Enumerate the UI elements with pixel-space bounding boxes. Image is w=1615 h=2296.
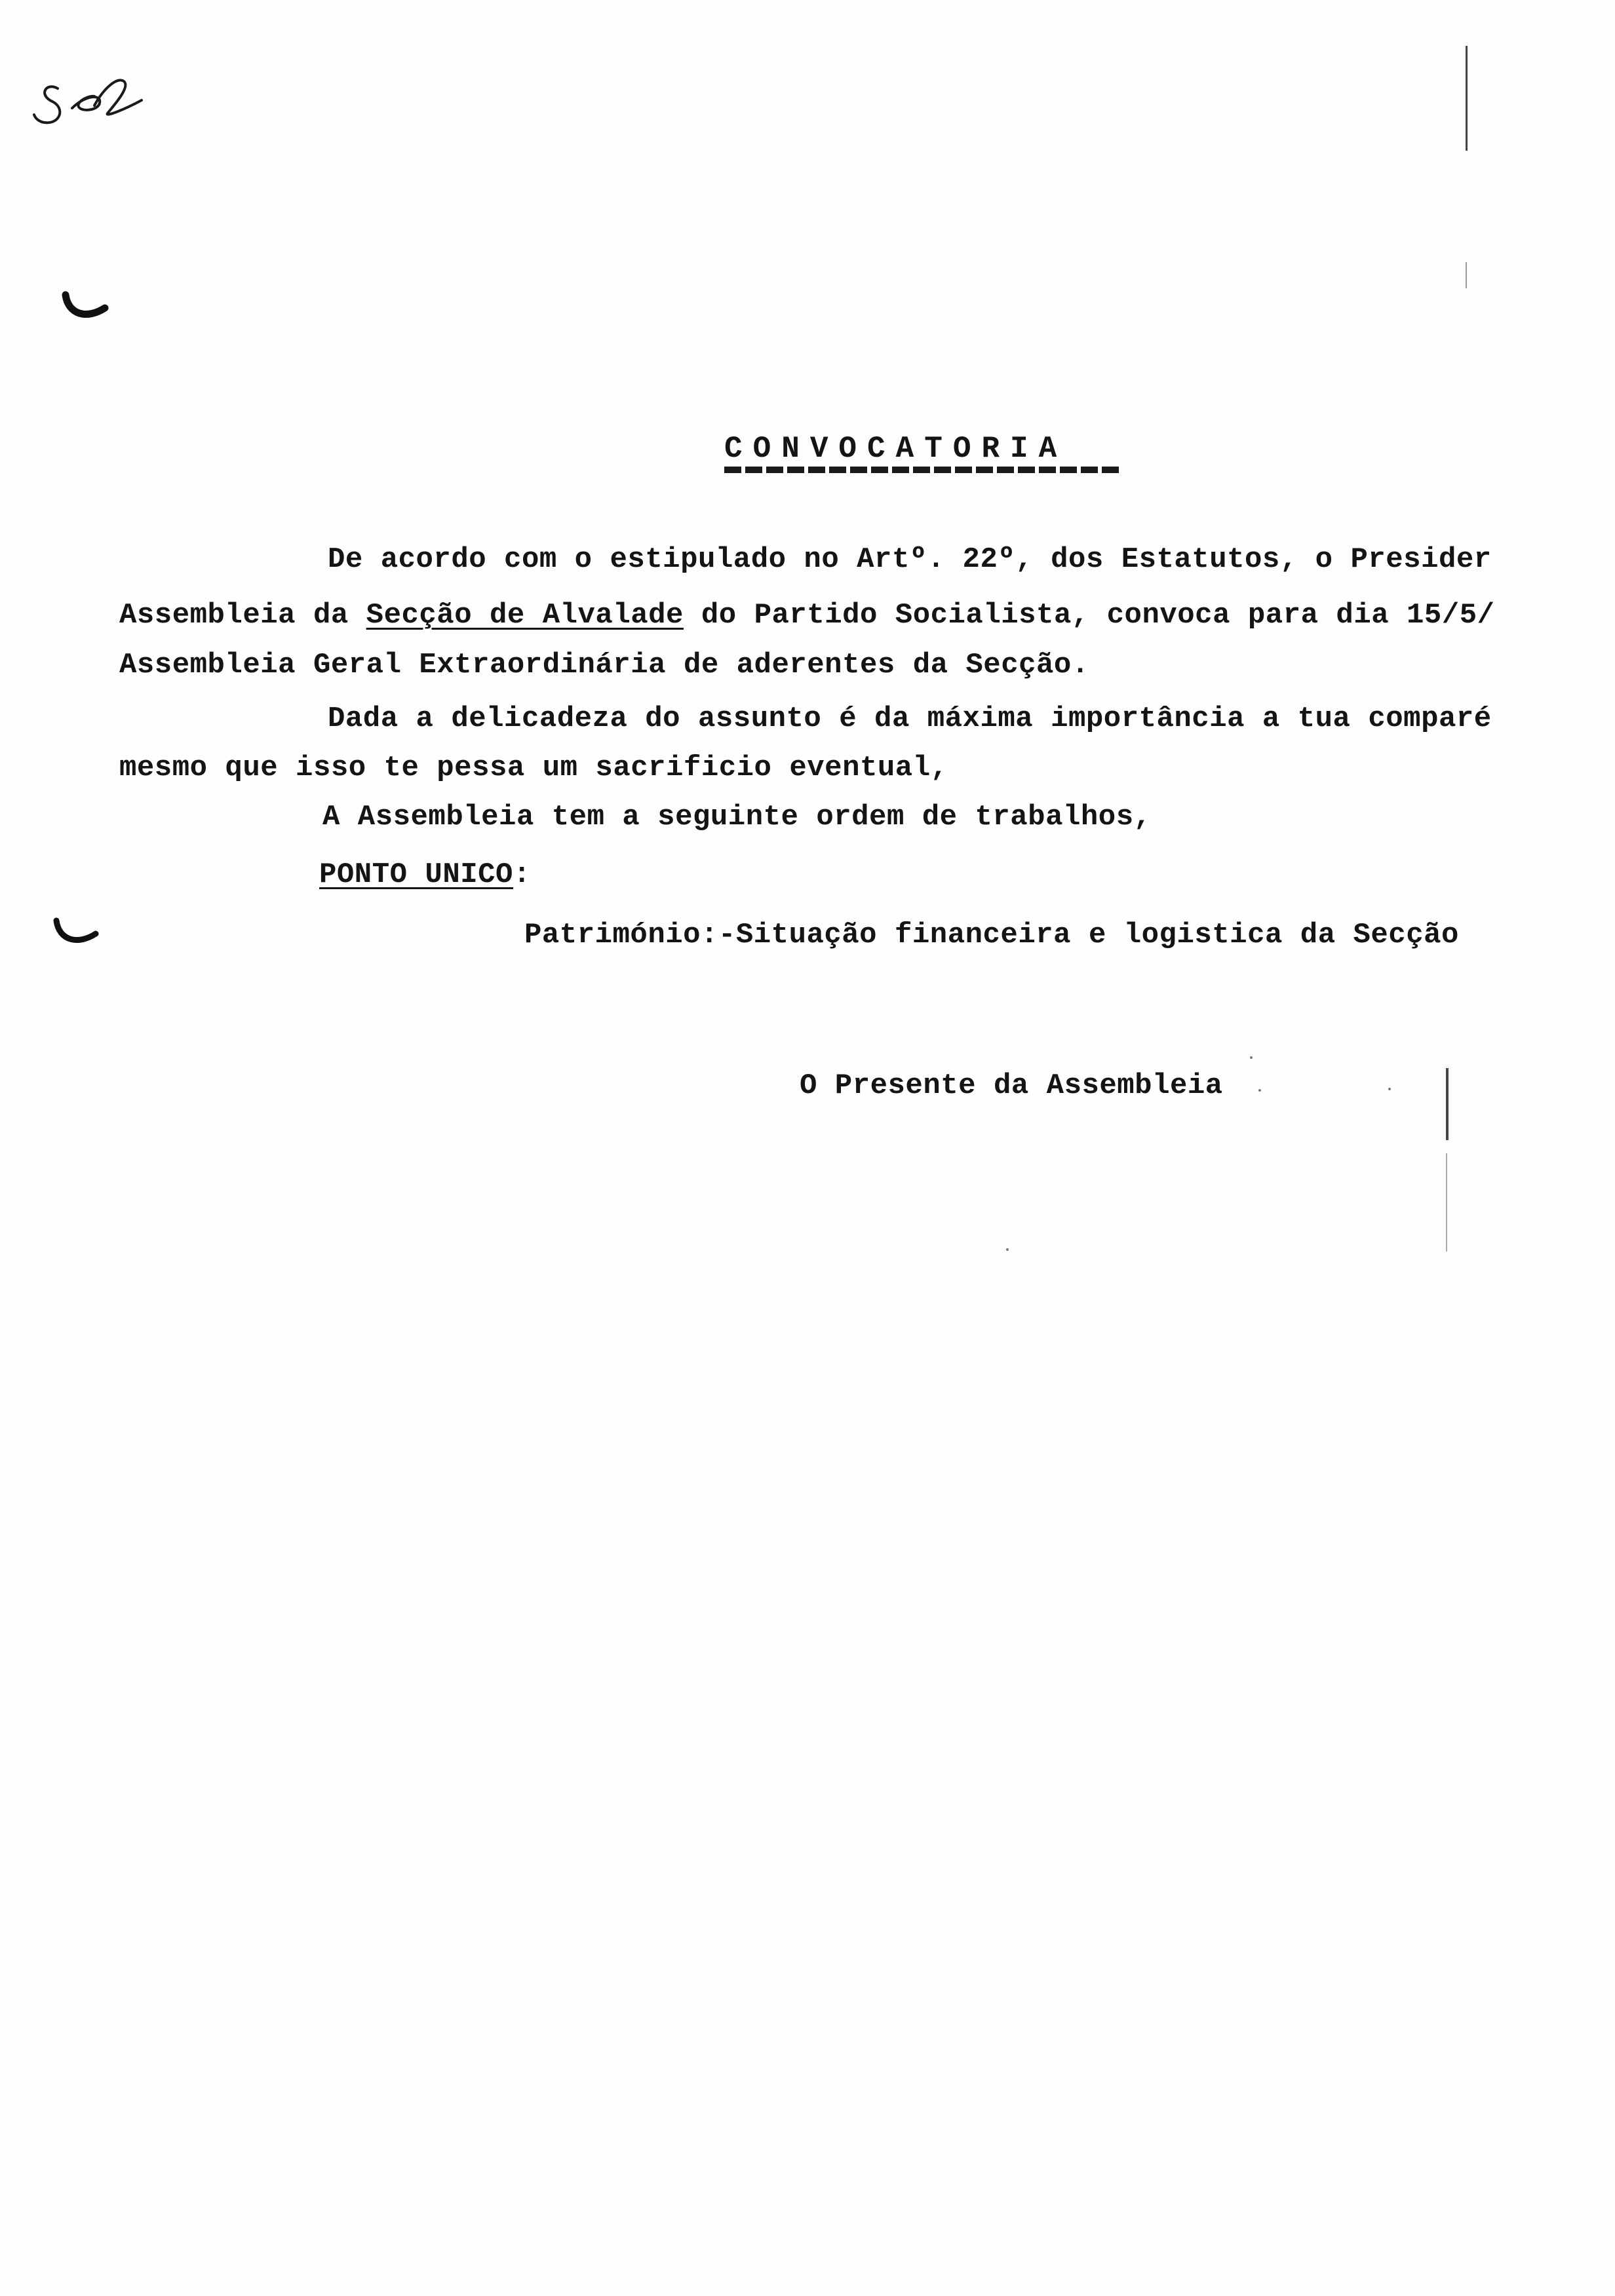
scan-dot: [1006, 1248, 1009, 1251]
paragraph2-line2: mesmo que isso te pessa um sacrificio eventual,: [119, 752, 948, 784]
paragraph1-line1: De acordo com o estipulado no Artº. 22º, dos Estatutos, o Presider: [328, 543, 1492, 576]
paragraph1-line3: Assembleia Geral Extraordinária de aderentes da Secção.: [119, 649, 1089, 681]
paragraph1-line2-end: do Partido Socialista, convoca para dia 15/5/: [683, 599, 1495, 632]
paragraph3-line1: A Assembleia tem a seguinte ordem de trabalhos,: [322, 801, 1152, 833]
paragraph2-line1: Dada a delicadeza do assunto é da máxima importância a tua comparé: [328, 702, 1492, 735]
right-edge-line: [1446, 1068, 1449, 1140]
section-name: Secção de Alvalade: [366, 599, 684, 632]
punch-mark-top: [60, 288, 113, 328]
handwritten-annotation: [26, 62, 157, 141]
right-edge-line: [1466, 46, 1468, 151]
scan-dot: [1258, 1089, 1261, 1092]
title-double-underline: [724, 467, 1121, 473]
paragraph1-line2: [119, 601, 1495, 630]
agenda-heading-colon: :: [513, 858, 531, 891]
signature-line: O Presente da Assembleia: [800, 1069, 1223, 1102]
right-edge-line: [1466, 262, 1467, 288]
scan-dot: [1250, 1056, 1253, 1059]
right-edge-line: [1446, 1153, 1447, 1252]
document-title: CONVOCATORIA: [724, 432, 1068, 466]
agenda-item: Património:-Situação financeira e logistica da Secção: [524, 919, 1459, 951]
agenda-heading-text: PONTO UNICO: [319, 858, 513, 891]
paragraph1-line2-start: Assembleia da: [119, 599, 366, 632]
punch-mark-bottom: [51, 914, 104, 953]
scan-dot: [1388, 1088, 1391, 1090]
agenda-heading: [319, 860, 531, 889]
